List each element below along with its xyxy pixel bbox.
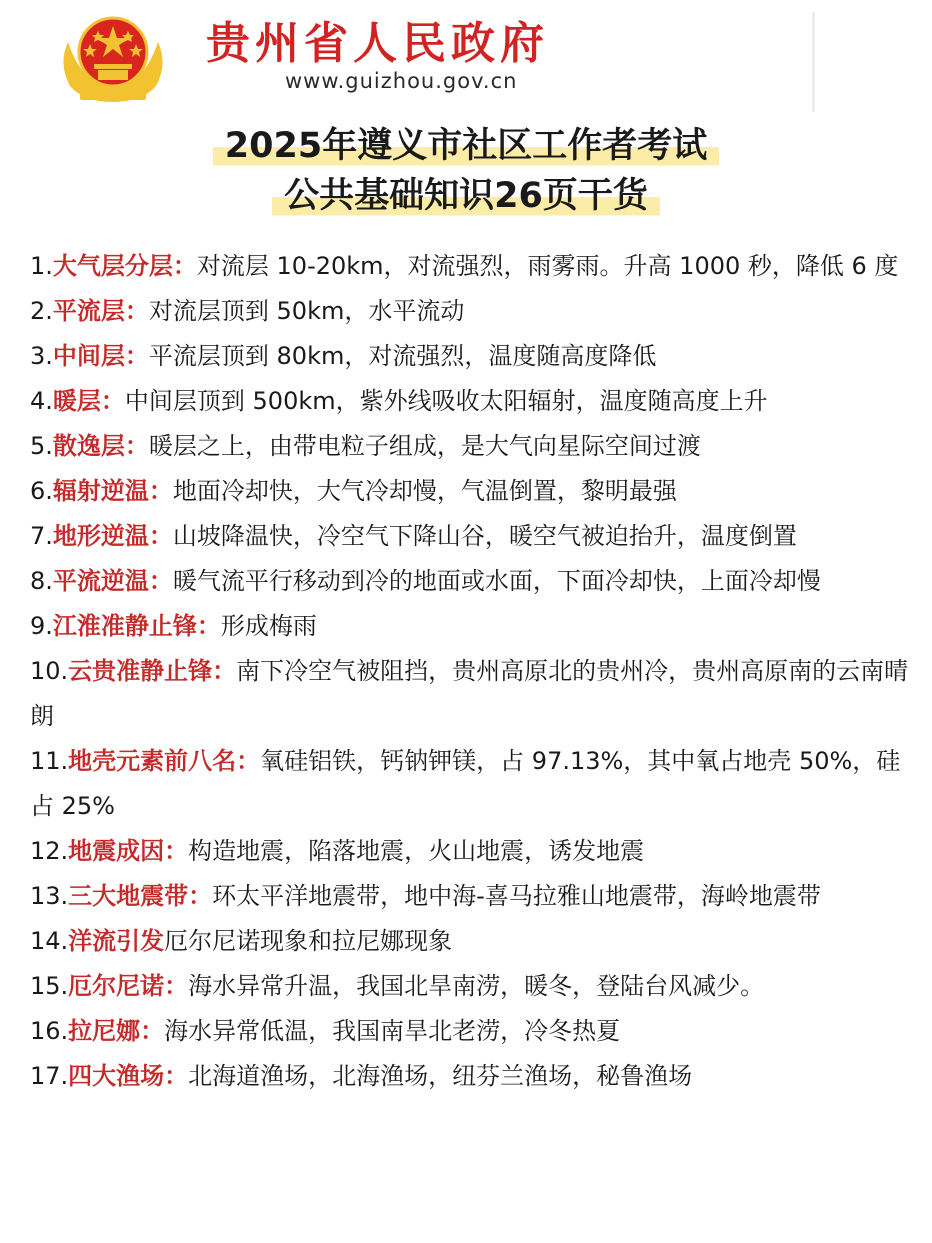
- item-text: 对流层顶到 50km，水平流动: [148, 297, 465, 325]
- list-item: [30, 1054, 910, 1099]
- item-term: 拉尼娜：: [68, 1017, 165, 1045]
- header-divider: [812, 12, 815, 112]
- list-item: [30, 514, 910, 559]
- list-item: [30, 604, 910, 649]
- item-number: 12.: [30, 837, 69, 865]
- item-term: 散逸层：: [52, 432, 149, 460]
- item-term: 地震成因：: [68, 837, 189, 865]
- item-term: 大气层分层：: [52, 252, 197, 280]
- title-line-2: 公共基础知识26页干货: [272, 174, 660, 218]
- item-term: 中间层：: [52, 342, 149, 370]
- list-item: [30, 829, 910, 874]
- national-emblem-icon: [54, 14, 172, 104]
- item-term: 江淮准静止锋：: [52, 612, 221, 640]
- item-text: 对流层 10-20km，对流强烈，雨雾雨。升高 1000 秒，降低 6 度: [196, 252, 899, 280]
- list-item: [30, 424, 910, 469]
- item-term: 厄尔尼诺：: [68, 972, 189, 1000]
- list-item: [30, 334, 910, 379]
- item-number: 14.: [30, 927, 69, 955]
- item-number: 8.: [30, 567, 53, 595]
- item-text: 平流层顶到 80km，对流强烈，温度随高度降低: [148, 342, 657, 370]
- list-item: [30, 1009, 910, 1054]
- item-number: 11.: [30, 747, 69, 775]
- item-text: 形成梅雨: [220, 612, 317, 640]
- item-term: 地形逆温：: [52, 522, 173, 550]
- item-text: 厄尔尼诺现象和拉尼娜现象: [164, 927, 453, 955]
- list-item: [30, 244, 910, 289]
- list-item: [30, 469, 910, 514]
- list-item: [30, 964, 910, 1009]
- item-text: 构造地震，陷落地震，火山地震，诱发地震: [188, 837, 645, 865]
- item-term: 平流层：: [52, 297, 149, 325]
- list-item: [30, 559, 910, 604]
- item-term: 地壳元素前八名：: [68, 747, 261, 775]
- item-term: 三大地震带：: [68, 882, 213, 910]
- item-number: 9.: [30, 612, 53, 640]
- item-term: 辐射逆温：: [52, 477, 173, 505]
- list-item: [30, 919, 910, 964]
- item-number: 5.: [30, 432, 53, 460]
- document-title: [0, 124, 932, 224]
- item-number: 17.: [30, 1062, 69, 1090]
- item-number: 3.: [30, 342, 53, 370]
- item-term: 暖层：: [52, 387, 125, 415]
- item-term: 洋流引发: [68, 927, 165, 955]
- item-text: 中间层顶到 500km，紫外线吸收太阳辐射，温度随高度上升: [124, 387, 768, 415]
- item-text: 南下冷空气被阻挡，贵州高原北的贵州冷，贵州高原南的云南晴朗: [30, 657, 909, 730]
- item-number: 1.: [30, 252, 53, 280]
- site-url: www.guizhou.gov.cn: [285, 69, 518, 93]
- item-number: 2.: [30, 297, 53, 325]
- item-text: 暖气流平行移动到冷的地面或水面，下面冷却快，上面冷却慢: [172, 567, 821, 595]
- item-text: 暖层之上，由带电粒子组成，是大气向星际空间过渡: [148, 432, 701, 460]
- knowledge-list: [30, 244, 910, 1099]
- site-title: 贵州省人民政府: [206, 18, 549, 69]
- list-item: [30, 289, 910, 334]
- list-item: [30, 649, 910, 739]
- item-term: 四大渔场：: [68, 1062, 189, 1090]
- item-term: 云贵准静止锋：: [68, 657, 237, 685]
- item-text: 氧硅铝铁，钙钠钾镁，占 97.13%，其中氧占地壳 50%，硅占 25%: [30, 747, 901, 820]
- list-item: [30, 739, 910, 829]
- title-line-1: 2025年遵义市社区工作者考试: [213, 124, 719, 168]
- item-text: 海水异常低温，我国南旱北老涝，冷冬热夏: [164, 1017, 621, 1045]
- site-header: [0, 0, 932, 118]
- item-text: 山坡降温快，冷空气下降山谷，暖空气被迫抬升，温度倒置: [172, 522, 797, 550]
- list-item: [30, 379, 910, 424]
- list-item: [30, 874, 910, 919]
- item-term: 平流逆温：: [52, 567, 173, 595]
- item-text: 北海道渔场，北海渔场，纽芬兰渔场，秘鲁渔场: [188, 1062, 693, 1090]
- item-number: 15.: [30, 972, 69, 1000]
- item-number: 4.: [30, 387, 53, 415]
- item-text: 海水异常升温，我国北旱南涝，暖冬，登陆台风减少。: [188, 972, 765, 1000]
- item-number: 13.: [30, 882, 69, 910]
- item-text: 环太平洋地震带，地中海-喜马拉雅山地震带，海岭地震带: [212, 882, 821, 910]
- item-number: 7.: [30, 522, 53, 550]
- item-number: 10.: [30, 657, 69, 685]
- item-number: 16.: [30, 1017, 69, 1045]
- item-text: 地面冷却快，大气冷却慢，气温倒置，黎明最强: [172, 477, 677, 505]
- item-number: 6.: [30, 477, 53, 505]
